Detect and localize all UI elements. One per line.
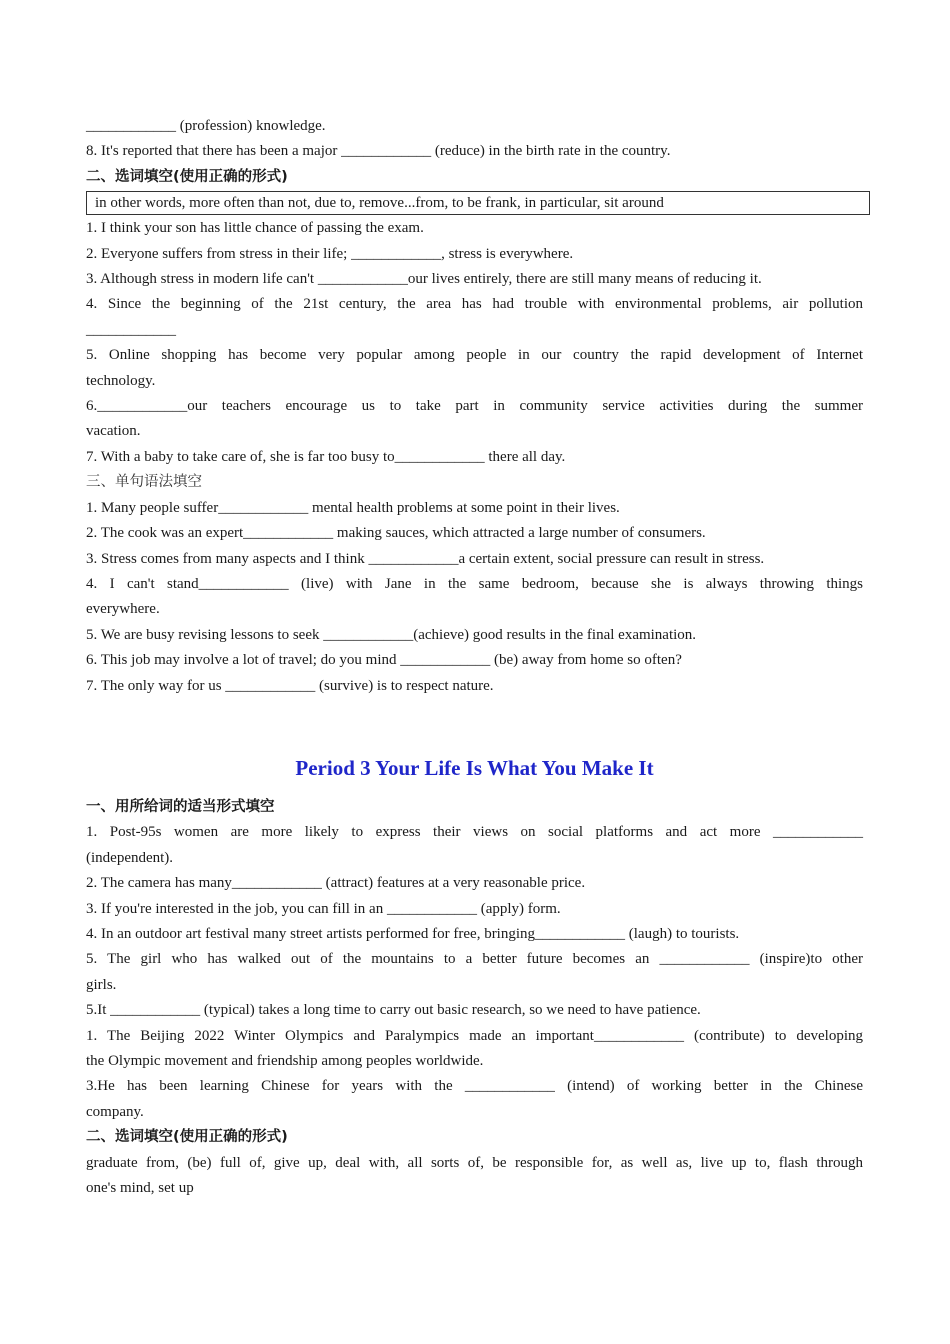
period-title: Period 3 Your Life Is What You Make It xyxy=(295,755,654,780)
exercise-line: everywhere. xyxy=(86,601,160,618)
exercise-line: 3. Stress comes from many aspects and I think ____________a certain extent, social pressure can result in stress. xyxy=(86,550,765,567)
exercise-line: 1. Post-95s women are more likely to express their views on social platforms and act more ____________ xyxy=(86,824,863,841)
exercise-line: 4. Since the beginning of the 21st century, the area has had trouble with environmental problems, air pollution xyxy=(86,296,863,313)
exercise-line: 7. With a baby to take care of, she is far too busy to____________ there all day. xyxy=(86,448,566,465)
exercise-line: 3.He has been learning Chinese for years with the ____________ (intend) of working better in the Chinese xyxy=(86,1078,863,1095)
exercise-line: ____________ (profession) knowledge. xyxy=(86,118,326,134)
exercise-line: 5. The girl who has walked out of the mountains to a better future becomes an ____________ (inspire)to other xyxy=(86,951,863,968)
exercise-line: 5.It ____________ (typical) takes a long time to carry out basic research, so we need to have patience. xyxy=(86,1002,701,1019)
exercise-line: girls. xyxy=(86,976,117,993)
exercise-line: 5. We are busy revising lessons to seek ____________(achieve) good results in the final examination. xyxy=(86,626,697,643)
section-heading: 三、单句语法填空 xyxy=(86,474,202,491)
exercise-line: 1. The Beijing 2022 Winter Olympics and Paralympics made an important____________ (contribute) to developing xyxy=(86,1027,863,1044)
exercise-line: 1. Many people suffer____________ mental health problems at some point in their lives. xyxy=(86,499,620,516)
exercise-line: 7. The only way for us ____________ (survive) is to respect nature. xyxy=(86,677,494,694)
section-heading: 一、用所给词的适当形式填空 xyxy=(86,798,275,815)
exercise-line: 6. This job may involve a lot of travel; do you mind ____________ (be) away from home so often? xyxy=(86,652,682,669)
exercise-line: technology. xyxy=(86,372,156,389)
exercise-line: 8. It's reported that there has been a major ____________ (reduce) in the birth rate in the country. xyxy=(86,143,671,160)
exercise-line: 5. Online shopping has become very popular among people in our country the rapid development of Internet xyxy=(86,347,863,364)
word-bank-line: one's mind, set up xyxy=(86,1180,194,1197)
exercise-line: 4. In an outdoor art festival many street artists performed for free, bringing____________ (laugh) to tourists. xyxy=(86,925,740,942)
exercise-line: 2. The cook was an expert____________ making sauces, which attracted a large number of consumers. xyxy=(86,525,706,542)
exercise-line: 6.____________our teachers encourage us to take part in community service activities during the summer xyxy=(86,398,863,415)
exercise-line: 2. Everyone suffers from stress in their life; ____________, stress is everywhere. xyxy=(86,245,574,262)
exercise-line: (independent). xyxy=(86,849,174,866)
document-content xyxy=(86,114,863,1201)
exercise-line: vacation. xyxy=(86,423,141,440)
exercise-line: ____________ xyxy=(86,321,176,338)
section-heading: 二、选词填空(使用正确的形式) xyxy=(86,168,288,185)
section-heading: 二、选词填空(使用正确的形式) xyxy=(86,1129,288,1146)
exercise-line: the Olympic movement and friendship among peoples worldwide. xyxy=(86,1053,484,1069)
word-bank-box: in other words, more often than not, due to, remove...from, to be frank, in particular, sit around xyxy=(86,191,870,215)
exercise-line: 1. I think your son has little chance of passing the exam. xyxy=(86,220,424,237)
exercise-line: 3. Although stress in modern life can't ____________our lives entirely, there are still many means of reducing it. xyxy=(86,271,762,288)
word-bank-line: graduate from, (be) full of, give up, deal with, all sorts of, be responsible for, as well as, live up to, flash through xyxy=(86,1154,863,1171)
exercise-line: 2. The camera has many____________ (attract) features at a very reasonable price. xyxy=(86,875,586,892)
exercise-line: company. xyxy=(86,1103,144,1120)
exercise-line: 3. If you're interested in the job, you can fill in an ____________ (apply) form. xyxy=(86,900,561,917)
exercise-line: 4. I can't stand____________ (live) with Jane in the same bedroom, because she is always throwing things xyxy=(86,575,863,592)
